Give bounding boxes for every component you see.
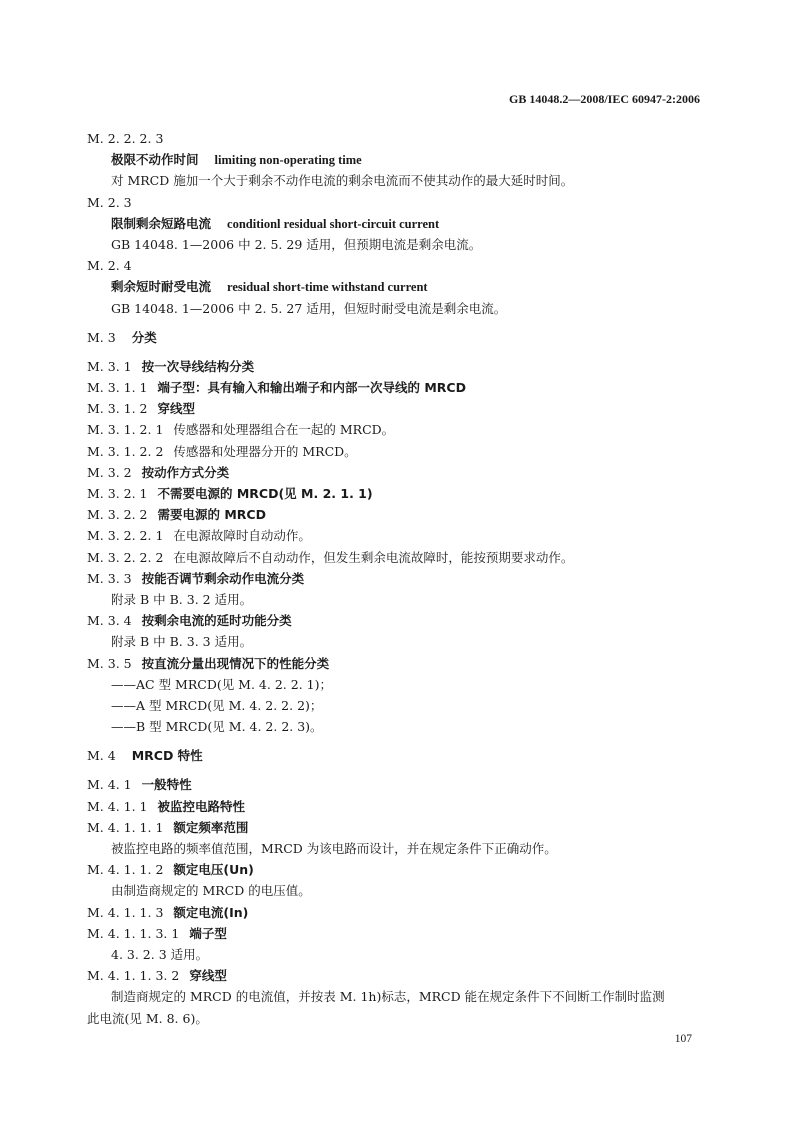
clause-text: 附录 B 中 B. 3. 3 适用。 [111, 634, 253, 650]
heading-number: M. 4. 1 [87, 777, 132, 793]
heading-number: M. 4. 1. 1 [87, 798, 148, 814]
section-heading [87, 923, 707, 944]
section-heading [87, 653, 707, 674]
heading-number: M. 3 [87, 329, 116, 345]
heading-number: M. 4. 1. 1. 1 [87, 819, 164, 835]
chapter-heading [87, 745, 707, 766]
heading-number: M. 4. 1. 1. 3. 2 [87, 968, 180, 984]
clause-item [87, 419, 707, 440]
section-heading [87, 610, 707, 631]
item-text: 传感器和处理器分开的 MRCD。 [173, 443, 357, 459]
heading-title: 额定频率范围 [173, 819, 249, 835]
heading-number: M. 4. 1. 1. 2 [87, 862, 164, 878]
section-heading [87, 796, 707, 817]
page-content [87, 128, 707, 1029]
section-heading [87, 568, 707, 589]
heading-title: 穿线型 [157, 401, 196, 417]
section-heading [87, 859, 707, 880]
heading-number: M. 4. 1. 1. 3. 1 [87, 925, 180, 941]
term-definition: GB 14048. 1—2006 中 2. 5. 27 适用，但短时耐受电流是剩余电流。 [111, 300, 507, 316]
section-heading [87, 356, 707, 377]
item-text: 在电源故障时自动动作。 [173, 528, 311, 544]
heading-title: 端子型 [189, 925, 227, 941]
clause-text: 附录 B 中 B. 3. 2 适用。 [111, 591, 253, 607]
list-item: ——AC 型 MRCD(见 M. 4. 2. 2. 1)； [111, 676, 332, 692]
heading-title: 按一次导线结构分类 [141, 358, 255, 374]
item-number: M. 3. 2. 2. 2 [87, 549, 164, 565]
page-header: GB 14048.2—2008/IEC 60947-2:2006 [508, 92, 700, 106]
heading-title: 按直流分量出现情况下的性能分类 [141, 655, 330, 671]
heading-number: M. 4. 1. 1. 3 [87, 904, 164, 920]
item-number: M. 3. 2. 2. 1 [87, 528, 164, 544]
heading-title: 按能否调节剩余动作电流分类 [141, 570, 305, 586]
clause-text-continued: 此电流(见 M. 8. 6)。 [87, 1010, 208, 1026]
heading-number: M. 4 [87, 748, 116, 764]
heading-title: 穿线型 [189, 968, 227, 984]
heading-title: 被监控电路特性 [157, 798, 246, 814]
heading-title: 分类 [131, 329, 157, 345]
heading-title: 额定电压(Un) [173, 862, 254, 878]
term-en: conditionl residual short-circuit current [227, 216, 440, 231]
term-zh: 限制剩余短路电流 [111, 215, 212, 231]
section-heading [87, 504, 707, 525]
clause-number: M. 2. 2. 2. 3 [87, 131, 164, 146]
term-heading [87, 276, 707, 297]
heading-title: 额定电流(In) [173, 904, 249, 920]
chapter-heading [87, 327, 707, 348]
clause-text: 4. 3. 2. 3 适用。 [111, 946, 209, 962]
section-heading [87, 377, 707, 398]
clause-item [87, 441, 707, 462]
heading-number: M. 3. 1. 2 [87, 401, 148, 417]
term-en: residual short-time withstand current [227, 280, 428, 295]
item-text: 在电源故障后不自动动作，但发生剩余电流故障时，能按预期要求动作。 [173, 549, 574, 565]
heading-title: 一般特性 [141, 777, 192, 793]
clause-item [87, 525, 707, 546]
list-item: ——A 型 MRCD(见 M. 4. 2. 2. 2)； [111, 697, 323, 713]
heading-title: 端子型：具有输入和输出端子和内部一次导线的 MRCD [157, 380, 466, 396]
heading-number: M. 3. 5 [87, 655, 132, 671]
list-item: ——B 型 MRCD(见 M. 4. 2. 2. 3)。 [111, 719, 323, 735]
heading-title: 按剩余电流的延时功能分类 [141, 613, 292, 629]
section-heading [87, 462, 707, 483]
clause-number: M. 2. 4 [87, 258, 132, 274]
section-heading [87, 774, 707, 795]
term-zh: 剩余短时耐受电流 [111, 279, 212, 295]
term-definition: 对 MRCD 施加一个大于剩余不动作电流的剩余电流而不使其动作的最大延时时间。 [111, 173, 574, 189]
clause-text: 由制造商规定的 MRCD 的电压值。 [111, 883, 311, 899]
term-heading [87, 149, 707, 170]
heading-number: M. 3. 1 [87, 358, 132, 374]
clause-item [87, 547, 707, 568]
heading-title: 按动作方式分类 [141, 464, 230, 480]
section-heading [87, 398, 707, 419]
section-heading [87, 817, 707, 838]
heading-number: M. 3. 1. 1 [87, 380, 148, 396]
heading-number: M. 3. 2 [87, 464, 132, 480]
section-heading [87, 965, 707, 986]
heading-title: 不需要电源的 MRCD(见 M. 2. 1. 1) [157, 486, 373, 501]
term-definition: GB 14048. 1—2006 中 2. 5. 29 适用，但预期电流是剩余电流。 [111, 236, 482, 252]
heading-title: MRCD 特性 [131, 748, 203, 764]
term-heading [87, 213, 707, 234]
section-heading [87, 902, 707, 923]
term-en: limiting non-operating time [214, 153, 362, 168]
heading-number: M. 3. 2. 1 [87, 486, 148, 501]
section-heading [87, 483, 707, 504]
heading-number: M. 3. 3 [87, 570, 132, 586]
clause-number: M. 2. 3 [87, 194, 132, 210]
heading-title: 需要电源的 MRCD [157, 507, 266, 523]
clause-text: 被监控电路的频率值范围，MRCD 为该电路而设计，并在规定条件下正确动作。 [111, 841, 557, 856]
heading-number: M. 3. 4 [87, 613, 132, 629]
item-number: M. 3. 1. 2. 1 [87, 422, 164, 438]
page-number: 107 [674, 1033, 692, 1045]
clause-text: 制造商规定的 MRCD 的电流值，并按表 M. 1h)标志，MRCD 能在规定条件下不间断工作制时监测 [111, 989, 665, 1005]
item-number: M. 3. 1. 2. 2 [87, 443, 164, 459]
heading-number: M. 3. 2. 2 [87, 507, 148, 523]
term-zh: 极限不动作时间 [111, 152, 199, 168]
item-text: 传感器和处理器组合在一起的 MRCD。 [173, 422, 395, 438]
